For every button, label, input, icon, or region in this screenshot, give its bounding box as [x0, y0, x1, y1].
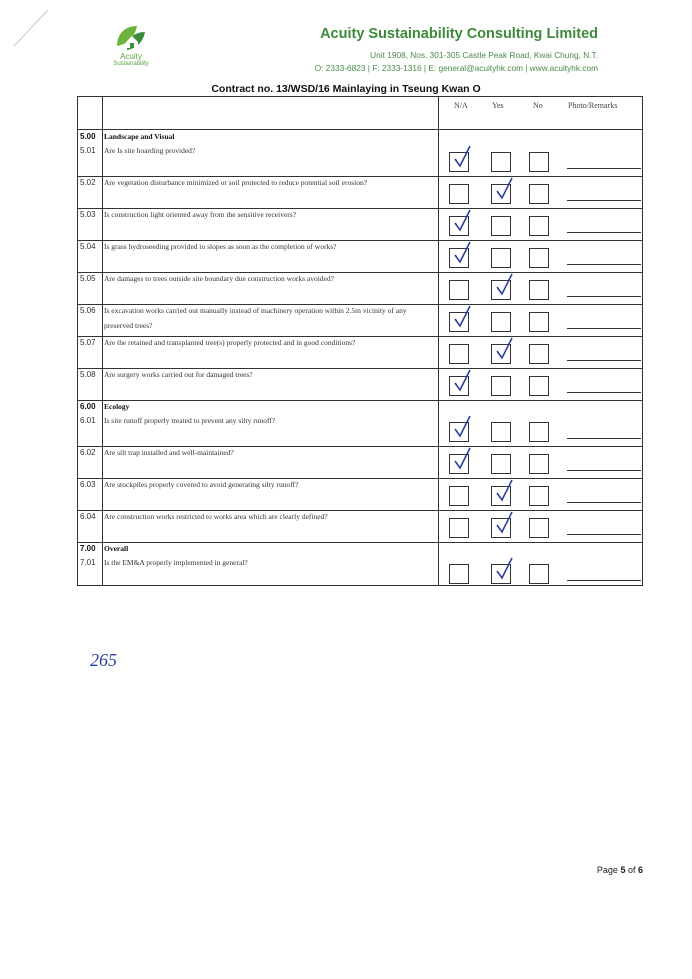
checkmark-icon — [451, 304, 473, 330]
checkmark-icon — [451, 446, 473, 472]
checkbox-yes[interactable] — [491, 454, 511, 474]
checkbox-no[interactable] — [529, 564, 549, 584]
row-number: 5.03 — [80, 210, 96, 219]
checkbox-no[interactable] — [529, 344, 549, 364]
page-current: 5 — [620, 865, 626, 875]
col-header-no: No — [533, 101, 543, 110]
remarks-line[interactable] — [567, 580, 641, 581]
checkmark-icon — [493, 272, 515, 298]
section-title: Overall — [104, 544, 129, 553]
row-number: 7.00 — [80, 544, 96, 553]
question-text: Are construction works restricted to works area which are clearly defined? — [104, 512, 328, 521]
question-text: Are the retained and transplanted tree(s) properly protected and in good conditions? — [104, 338, 356, 347]
checkbox-yes[interactable] — [491, 152, 511, 172]
row-number: 7.01 — [80, 558, 96, 567]
remarks-line[interactable] — [567, 200, 641, 201]
question-text: Is excavation works carried out manually instead of machinery operation within 2.5m vicinity of any preserved trees? — [104, 306, 407, 330]
remarks-line[interactable] — [567, 470, 641, 471]
question-text: Are vegetation disturbance minimized or soil protected to reduce potential soil erosion? — [104, 178, 368, 187]
question-text: Is construction light oriented away from the sensitive receivers? — [104, 210, 297, 219]
col-divider — [102, 97, 103, 585]
col-header-remarks: Photo/Remarks — [568, 101, 618, 110]
remarks-line[interactable] — [567, 534, 641, 535]
checkmark-icon — [493, 556, 515, 582]
row-number: 5.06 — [80, 306, 96, 315]
row-number: 6.00 — [80, 402, 96, 411]
remarks-line[interactable] — [567, 264, 641, 265]
company-contact: O: 2333-6823 | F: 2333-1316 | E: general@acuityhk.com | www.acuityhk.com — [314, 63, 598, 73]
checkbox-no[interactable] — [529, 376, 549, 396]
company-address: Unit 1908, Nos. 301-305 Castle Peak Road, Kwai Chung, N.T. — [370, 50, 598, 60]
company-name: Acuity Sustainability Consulting Limited — [320, 26, 598, 42]
row-number: 5.05 — [80, 274, 96, 283]
checkbox-yes[interactable] — [491, 216, 511, 236]
row-number: 5.08 — [80, 370, 96, 379]
checkbox-no[interactable] — [529, 312, 549, 332]
checkbox-no[interactable] — [529, 486, 549, 506]
company-logo — [103, 20, 159, 78]
row-number: 5.04 — [80, 242, 96, 251]
remarks-line[interactable] — [567, 392, 641, 393]
page-prefix: Page — [596, 865, 621, 875]
checkmark-icon — [493, 478, 515, 504]
checkbox-yes[interactable] — [491, 248, 511, 268]
checkbox-na[interactable] — [449, 518, 469, 538]
checkmark-icon — [451, 208, 473, 234]
section-title: Ecology — [104, 402, 130, 411]
checkbox-yes[interactable] — [491, 312, 511, 332]
remarks-line[interactable] — [567, 438, 641, 439]
row-number: 5.02 — [80, 178, 96, 187]
question-text: Are stockpiles properly covered to avoid generating silty runoff? — [104, 480, 299, 489]
row-number: 6.02 — [80, 448, 96, 457]
corner-mark — [12, 8, 52, 48]
question-text: Are damages to trees outside site boundary due construction works avoided? — [104, 274, 334, 283]
page-total: 6 — [637, 865, 643, 875]
row-number: 6.04 — [80, 512, 96, 521]
question-text: Are surgery works carried out for damaged trees? — [104, 370, 253, 379]
page-sep: of — [625, 865, 638, 875]
question-text: Is grass hydroseeding provided to slopes as soon as the completion of works? — [104, 242, 337, 251]
checkmark-icon — [493, 510, 515, 536]
question-text: Are Is site hoarding provided? — [104, 146, 196, 155]
checklist-table — [77, 96, 643, 586]
checkmark-icon — [493, 336, 515, 362]
checkbox-no[interactable] — [529, 518, 549, 538]
page-number — [597, 865, 643, 875]
logo-line2: Sustainability — [113, 61, 149, 67]
question-text: Is the EM&A properly implemented in general? — [104, 558, 248, 567]
checkbox-yes[interactable] — [491, 376, 511, 396]
checkbox-na[interactable] — [449, 486, 469, 506]
checkbox-no[interactable] — [529, 248, 549, 268]
checkbox-na[interactable] — [449, 344, 469, 364]
remarks-line[interactable] — [567, 168, 641, 169]
col-header-yes: Yes — [492, 101, 504, 110]
checkbox-na[interactable] — [449, 564, 469, 584]
section-title: Landscape and Visual — [104, 132, 175, 141]
row-number: 5.07 — [80, 338, 96, 347]
remarks-line[interactable] — [567, 502, 641, 503]
row-number: 5.01 — [80, 146, 96, 155]
checkmark-icon — [451, 368, 473, 394]
row-number: 6.03 — [80, 480, 96, 489]
remarks-line[interactable] — [567, 296, 641, 297]
checkbox-no[interactable] — [529, 454, 549, 474]
contract-title: Contract no. 13/WSD/16 Mainlaying in Tseung Kwan O — [211, 83, 481, 95]
checkbox-no[interactable] — [529, 184, 549, 204]
col-header-na: N/A — [454, 101, 468, 110]
checkmark-icon — [493, 176, 515, 202]
checkbox-no[interactable] — [529, 422, 549, 442]
remarks-line[interactable] — [567, 328, 641, 329]
checkbox-no[interactable] — [529, 216, 549, 236]
leaf-house-icon — [113, 20, 149, 52]
handwritten-note: 265 — [90, 650, 117, 670]
row-number: 5.00 — [80, 132, 96, 141]
remarks-line[interactable] — [567, 360, 641, 361]
question-text: Are silt trap installed and well-maintained? — [104, 448, 234, 457]
checkbox-na[interactable] — [449, 280, 469, 300]
question-text: Is site runoff properly treated to prevent any silty runoff? — [104, 416, 276, 425]
checkbox-na[interactable] — [449, 184, 469, 204]
row-number: 6.01 — [80, 416, 96, 425]
remarks-line[interactable] — [567, 232, 641, 233]
checkbox-yes[interactable] — [491, 422, 511, 442]
checkmark-icon — [451, 240, 473, 266]
checkmark-icon — [451, 414, 473, 440]
checkbox-no[interactable] — [529, 280, 549, 300]
col-divider — [438, 97, 439, 585]
logo-line1: Acuity — [120, 52, 142, 61]
checkbox-no[interactable] — [529, 152, 549, 172]
checkmark-icon — [451, 144, 473, 170]
